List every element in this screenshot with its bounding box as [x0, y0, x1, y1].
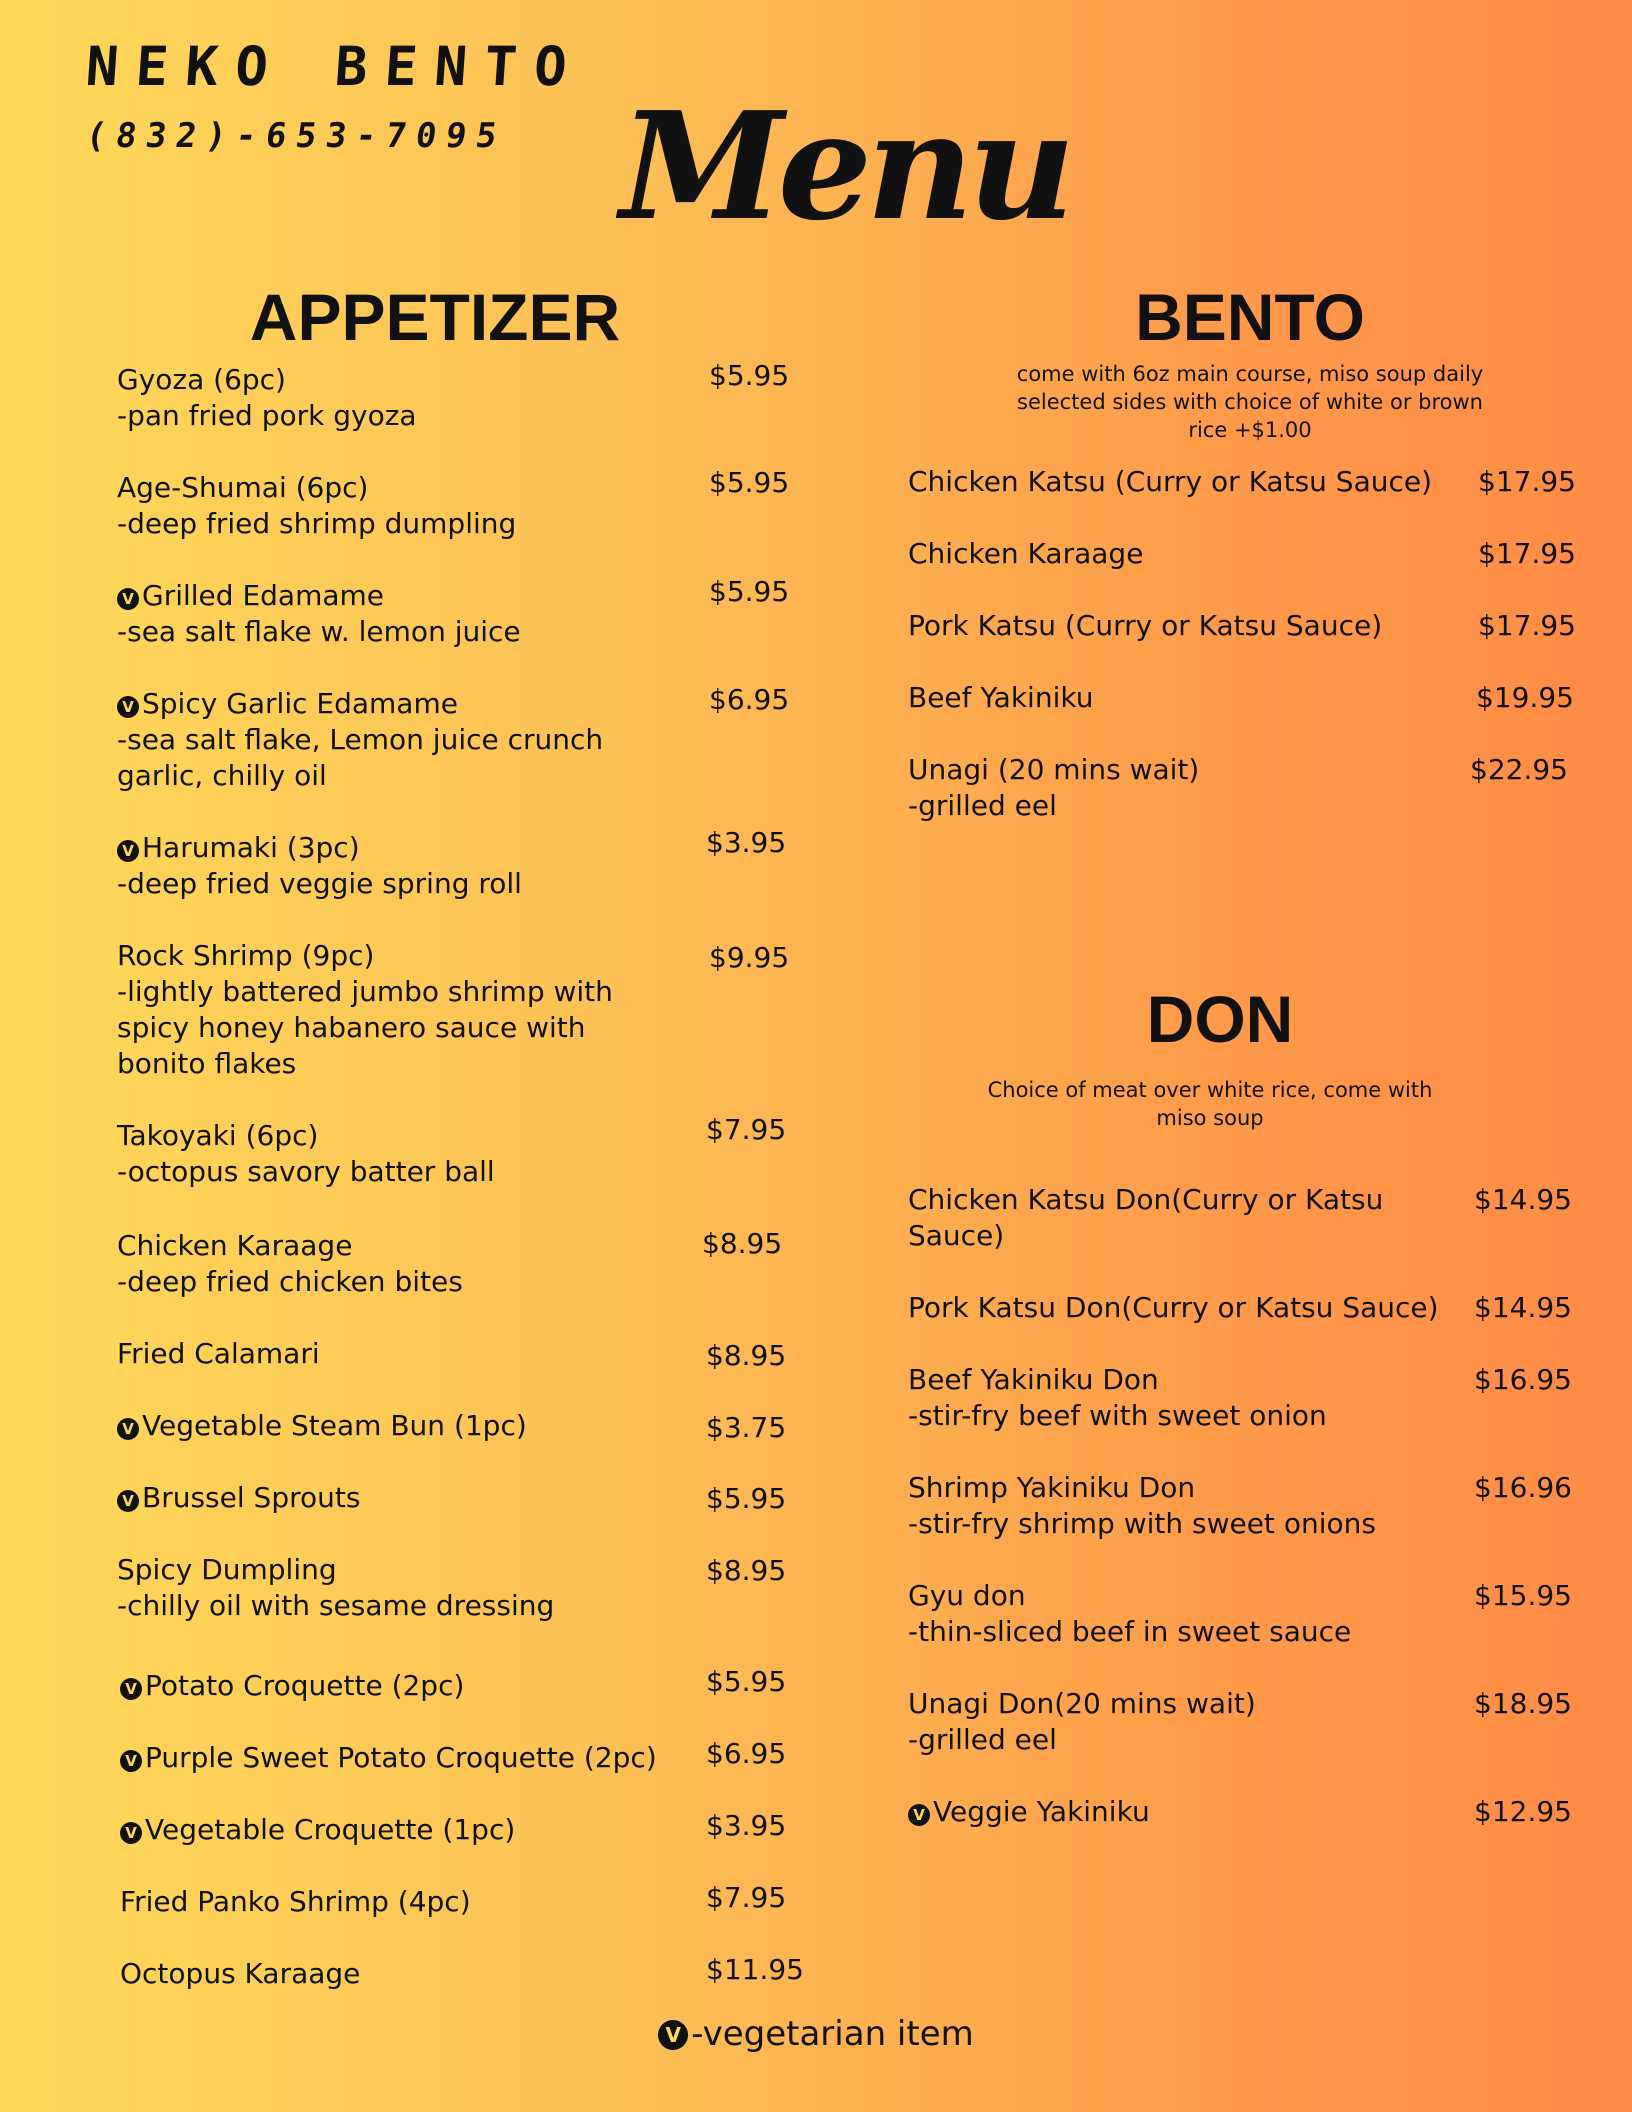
item-desc: -octopus savory batter ball — [117, 1155, 495, 1188]
menu-item — [120, 1740, 700, 1776]
appetizer-title: APPETIZER — [249, 280, 621, 354]
menu-item — [117, 1408, 697, 1444]
item-price: $15.95 — [1474, 1579, 1572, 1612]
vegetarian-icon: V — [117, 840, 139, 862]
item-name: Chicken Katsu Don(Curry or Katsu Sauce) — [908, 1183, 1384, 1252]
menu-item — [908, 1290, 1468, 1326]
item-price: $17.95 — [1478, 537, 1576, 570]
item-price: $11.95 — [706, 1953, 804, 1986]
item-name: Vegetable Steam Bun (1pc) — [142, 1409, 527, 1442]
item-desc: -chilly oil with sesame dressing — [117, 1589, 555, 1622]
vegetarian-legend — [0, 2014, 1632, 2054]
item-price: $8.95 — [706, 1339, 787, 1372]
item-price: $3.95 — [706, 1809, 787, 1842]
item-name: Chicken Katsu (Curry or Katsu Sauce) — [908, 465, 1433, 498]
phone-number: (832)-653-7095 — [83, 116, 509, 156]
menu-item — [117, 1228, 697, 1300]
don-description: Choice of meat over white rice, come with miso soup — [987, 1078, 1433, 1130]
vegetarian-icon: V — [117, 696, 139, 718]
item-price: $9.95 — [709, 941, 790, 974]
menu-item — [908, 608, 1448, 644]
menu-item — [908, 1686, 1448, 1758]
item-name: Pork Katsu Don(Curry or Katsu Sauce) — [908, 1291, 1439, 1324]
menu-item — [117, 1480, 697, 1516]
item-name: Chicken Karaage — [908, 537, 1144, 570]
menu-item — [908, 1182, 1428, 1254]
menu-item — [117, 830, 697, 902]
item-desc: -stir-fry beef with sweet onion — [908, 1399, 1327, 1432]
item-price: $7.95 — [706, 1881, 787, 1914]
item-desc: -stir-fry shrimp with sweet onions — [908, 1507, 1376, 1540]
item-price: $5.95 — [709, 359, 790, 392]
item-desc: -deep fried shrimp dumpling — [117, 507, 517, 540]
item-name: Brussel Sprouts — [142, 1481, 361, 1514]
menu-item — [120, 1812, 700, 1848]
item-name: Spicy Dumpling — [117, 1553, 337, 1586]
vegetarian-icon: V — [120, 1750, 142, 1772]
item-name: Rock Shrimp (9pc) — [117, 939, 375, 972]
menu-item — [908, 1794, 1448, 1830]
item-name: Grilled Edamame — [142, 579, 385, 612]
item-price: $12.95 — [1474, 1795, 1572, 1828]
menu-item — [120, 1884, 700, 1920]
menu-item — [908, 1578, 1448, 1650]
item-name: Fried Calamari — [117, 1337, 320, 1370]
item-price: $7.95 — [706, 1113, 787, 1146]
item-name: Unagi Don(20 mins wait) — [908, 1687, 1256, 1720]
menu-item — [908, 680, 1448, 716]
item-price: $8.95 — [706, 1554, 787, 1587]
item-desc: -grilled eel — [908, 789, 1057, 822]
menu-item — [117, 938, 677, 1082]
item-desc: -lightly battered jumbo shrimp with spicy honey habanero sauce with bonito flakes — [117, 975, 613, 1080]
menu-item — [117, 1552, 697, 1624]
menu-item — [120, 1668, 700, 1704]
item-desc: -thin-sliced beef in sweet sauce — [908, 1615, 1352, 1648]
menu-title: Menu — [620, 79, 1070, 253]
vegetarian-legend-text: -vegetarian item — [691, 2014, 974, 2054]
menu-item — [117, 578, 697, 650]
item-name: Vegetable Croquette (1pc) — [145, 1813, 516, 1846]
item-name: Gyoza (6pc) — [117, 363, 286, 396]
bento-title: BENTO — [1135, 280, 1365, 354]
item-name: Potato Croquette (2pc) — [145, 1669, 465, 1702]
item-name: Unagi (20 mins wait) — [908, 753, 1200, 786]
item-desc: -sea salt flake w. lemon juice — [117, 615, 521, 648]
item-price: $14.95 — [1474, 1183, 1572, 1216]
menu-item — [120, 1956, 700, 1992]
item-name: Beef Yakiniku — [908, 681, 1094, 714]
restaurant-name: NEKO BENTO — [83, 35, 587, 98]
menu-item — [908, 1362, 1448, 1434]
item-name: Shrimp Yakiniku Don — [908, 1471, 1196, 1504]
item-price: $5.95 — [706, 1482, 787, 1515]
item-price: $5.95 — [709, 466, 790, 499]
item-name: Chicken Karaage — [117, 1229, 353, 1262]
item-price: $8.95 — [702, 1227, 783, 1260]
menu-item — [908, 752, 1448, 824]
menu-item — [117, 362, 697, 434]
item-name: Beef Yakiniku Don — [908, 1363, 1159, 1396]
item-name: Age-Shumai (6pc) — [117, 471, 369, 504]
menu-item — [117, 686, 637, 794]
item-name: Spicy Garlic Edamame — [142, 687, 458, 720]
item-name: Harumaki (3pc) — [142, 831, 360, 864]
item-price: $5.95 — [706, 1665, 787, 1698]
menu-item — [908, 464, 1448, 500]
item-desc: -pan fried pork gyoza — [117, 399, 417, 432]
item-price: $22.95 — [1470, 753, 1568, 786]
item-price: $17.95 — [1478, 465, 1576, 498]
item-price: $19.95 — [1476, 681, 1574, 714]
item-price: $3.95 — [706, 826, 787, 859]
menu-item — [117, 1336, 697, 1372]
vegetarian-icon: V — [908, 1804, 930, 1826]
item-price: $16.95 — [1474, 1363, 1572, 1396]
item-name: Pork Katsu (Curry or Katsu Sauce) — [908, 609, 1383, 642]
bento-description: come with 6oz main course, miso soup daily selected sides with choice of white or brown rice +$1.00 — [1016, 362, 1484, 442]
item-desc: -deep fried veggie spring roll — [117, 867, 522, 900]
vegetarian-icon: V — [658, 2020, 688, 2050]
item-price: $6.95 — [709, 683, 790, 716]
item-desc: -sea salt flake, Lemon juice crunch garlic, chilly oil — [117, 723, 604, 792]
vegetarian-icon: V — [120, 1678, 142, 1700]
item-price: $5.95 — [709, 575, 790, 608]
brand-block — [83, 35, 587, 156]
don-title: DON — [1146, 982, 1294, 1056]
item-name: Purple Sweet Potato Croquette (2pc) — [145, 1741, 657, 1774]
item-price: $16.96 — [1474, 1471, 1572, 1504]
menu-item — [117, 1118, 697, 1190]
item-name: Veggie Yakiniku — [933, 1795, 1150, 1828]
item-name: Takoyaki (6pc) — [117, 1119, 319, 1152]
item-price: $14.95 — [1474, 1291, 1572, 1324]
item-desc: -grilled eel — [908, 1723, 1057, 1756]
item-name: Fried Panko Shrimp (4pc) — [120, 1885, 471, 1918]
vegetarian-icon: V — [117, 1418, 139, 1440]
item-desc: -deep fried chicken bites — [117, 1265, 463, 1298]
item-price: $3.75 — [706, 1411, 787, 1444]
item-price: $6.95 — [706, 1737, 787, 1770]
menu-item — [117, 470, 697, 542]
vegetarian-icon: V — [117, 588, 139, 610]
item-price: $18.95 — [1474, 1687, 1572, 1720]
item-name: Gyu don — [908, 1579, 1026, 1612]
item-price: $17.95 — [1478, 609, 1576, 642]
vegetarian-icon: V — [117, 1490, 139, 1512]
vegetarian-icon: V — [120, 1822, 142, 1844]
item-name: Octopus Karaage — [120, 1957, 361, 1990]
menu-item — [908, 536, 1448, 572]
menu-item — [908, 1470, 1448, 1542]
